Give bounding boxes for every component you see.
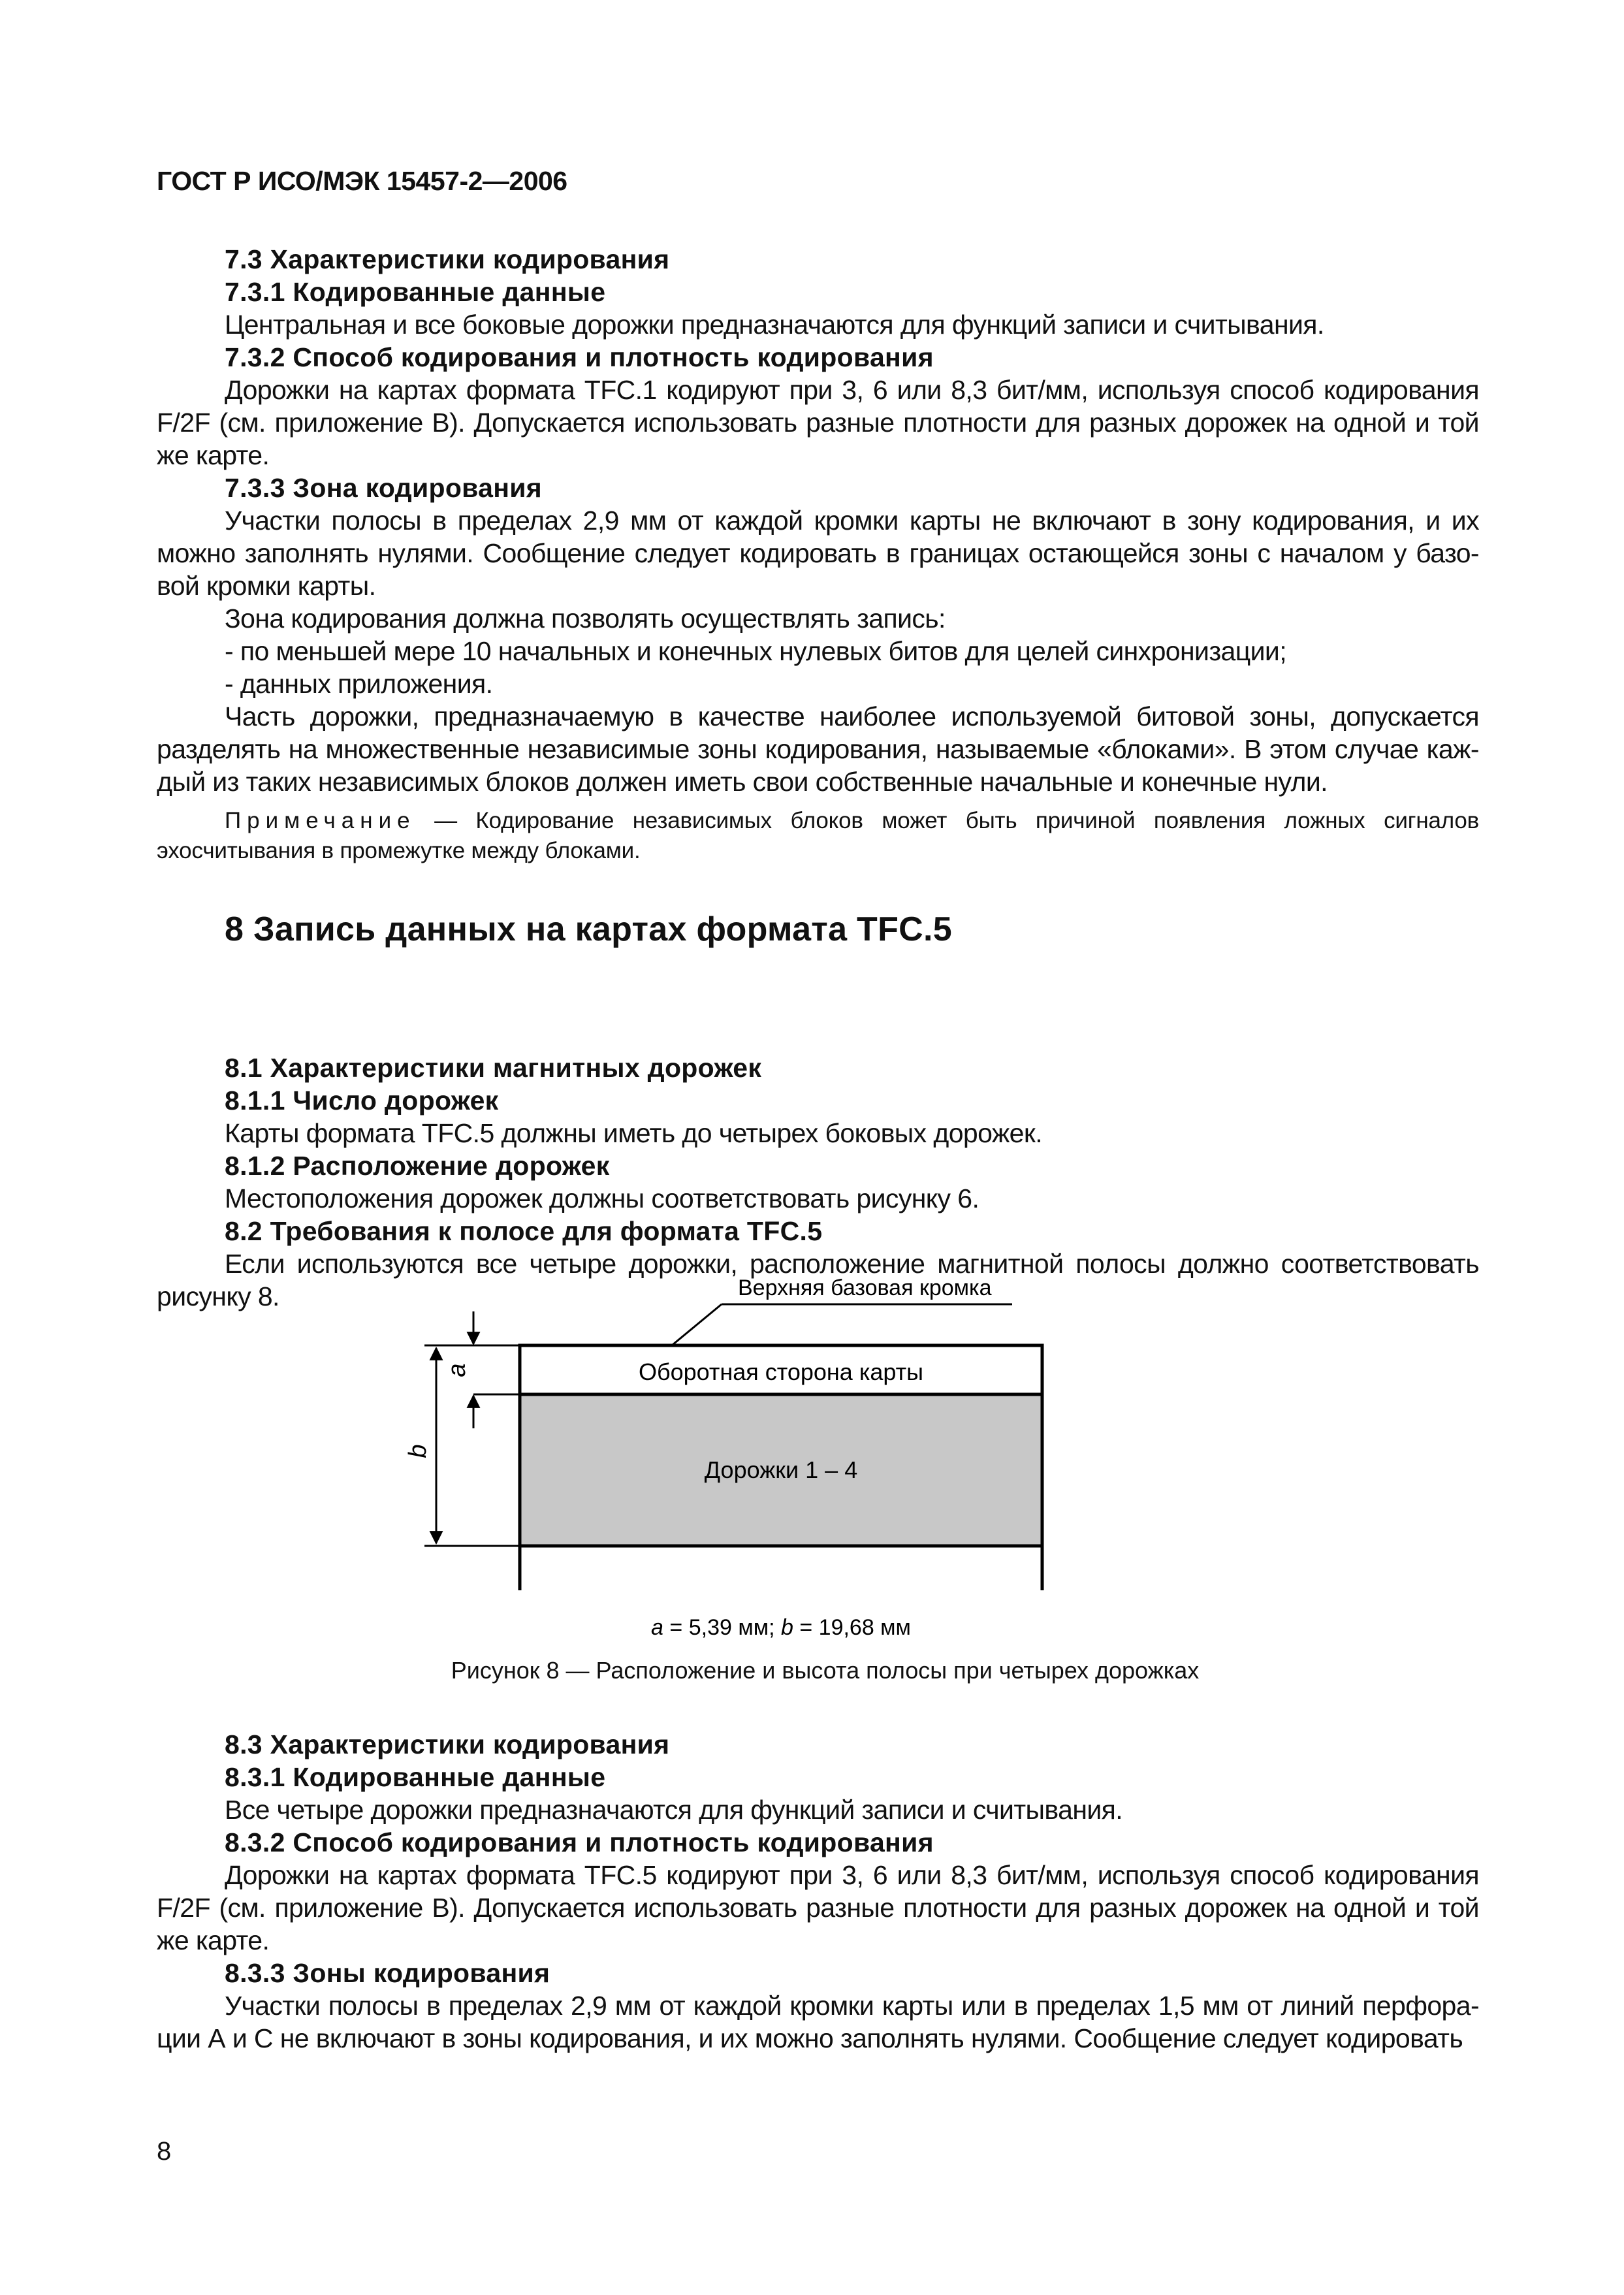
text-line: Участки полосы в пределах 2,9 мм от каждой кромки карты не включают в зону кодирования, и их — [225, 506, 1479, 536]
caption-prefix: Рисунок 8 — [451, 1657, 560, 1684]
dimensions-values — [651, 1615, 911, 1640]
text-line: можно заполнять нулями. Сообщение следует кодировать в границах остающейся зоны с началом у базо- — [157, 538, 1479, 568]
back-side-label: Оборотная сторона карты — [639, 1358, 923, 1385]
text-line: Дорожки на картах формата TFC.5 кодируют при 3, 6 или 8,3 бит/мм, используя способ кодирования — [225, 1860, 1479, 1890]
top-edge-label: Верхняя базовая кромка — [738, 1276, 992, 1300]
paragraph-7-3-1: Центральная и все боковые дорожки предназначаются для функций записи и считывания. — [225, 310, 1324, 340]
paragraph-8-1-1: Карты формата TFC.5 должны иметь до четырех боковых дорожек. — [225, 1118, 1042, 1148]
section-7-3 — [157, 243, 1479, 866]
list-item: - данных приложения. — [225, 669, 493, 699]
heading-8-2: 8.2 Требования к полосе для формата TFC.5 — [225, 1216, 823, 1246]
text-line: Дорожки на картах формата TFC.1 кодируют при 3, 6 или 8,3 бит/мм, используя способ кодирования — [225, 375, 1479, 405]
text-line: Часть дорожки, предназначаемую в качестве наиболее используемой битовой зоны, допускается — [225, 701, 1479, 731]
leader-line — [673, 1304, 722, 1345]
caption-sep: — — [565, 1657, 590, 1684]
paragraph-8-3-1: Все четыре дорожки предназначаются для функций записи и считывания. — [225, 1795, 1123, 1825]
figure-caption — [0, 1657, 1624, 1684]
heading-8-3: 8.3 Характеристики кодирования — [225, 1729, 670, 1759]
paragraph-8-1-2: Местоположения дорожек должны соответствовать рисунку 6. — [225, 1183, 979, 1213]
text-line: F/2F (см. приложение В). Допускается использовать разные плотности для разных дорожек на одной — [157, 1893, 1407, 1923]
heading-8-3-3: 8.3.3 Зоны кодирования — [225, 1958, 550, 1988]
text-line: F/2F (см. приложение В). Допускается использовать разные плотности для разных дорожек на одной — [157, 408, 1407, 438]
heading-8-3-1: 8.3.1 Кодированные данные — [225, 1762, 606, 1792]
paragraph-8-3-3 — [157, 1989, 1479, 2055]
section-8-3 — [157, 1728, 1479, 2055]
text-line: рисунку 8. — [157, 1281, 279, 1311]
text-line: и той же карте. — [157, 1893, 1479, 1955]
note-text: — Кодирование независимых блоков может быть причиной появления ложных сигналов — [415, 808, 1479, 833]
text-line: ции А и С не включают в зоны кодирования, и их можно заполнять нулями. Сообщение следует кодировать — [157, 2023, 1463, 2053]
caption-text: Расположение и высота полосы при четырех дорожках — [596, 1657, 1200, 1684]
dim-a-var: a — [651, 1615, 663, 1640]
paragraph-7-3-3-b: Зона кодирования должна позволять осуществлять запись: — [225, 603, 946, 634]
tracks-label: Дорожки 1 – 4 — [704, 1456, 858, 1483]
text-line: разделять на множественные независимые зоны кодирования, называемые «блоками». В этом случае каж- — [157, 734, 1479, 764]
text-line: Если используются все четыре дорожки, расположение магнитной полосы должно соответствовать — [225, 1249, 1479, 1279]
dimension-b-label: b — [404, 1444, 432, 1458]
text-line: вой кромки карты. — [157, 571, 376, 601]
heading-8-3-2: 8.3.2 Способ кодирования и плотность кодирования — [225, 1827, 934, 1857]
paragraph-7-3-3-a — [157, 504, 1479, 602]
page-number: 8 — [157, 2137, 172, 2166]
heading-8-1: 8.1 Характеристики магнитных дорожек — [225, 1053, 762, 1083]
dimension-a-label: a — [443, 1363, 471, 1377]
dim-b-var: b — [780, 1615, 793, 1640]
paragraph-7-3-3-c — [157, 700, 1479, 798]
dim-b-value: = 19,68 мм — [793, 1615, 911, 1640]
note-label: Примечание — [225, 808, 416, 833]
text-line: Участки полосы в пределах 2,9 мм от каждой кромки карты или в пределах 1,5 мм от линий перфора- — [225, 1991, 1479, 2021]
list-item: - по меньшей мере 10 начальных и конечных нулевых битов для целей синхронизации; — [225, 636, 1287, 666]
heading-8: 8 Запись данных на картах формата TFC.5 — [225, 910, 952, 948]
text-line: дый из таких независимых блоков должен иметь свои собственные начальные и конечные нули. — [157, 767, 1328, 797]
dim-a-value: = 5,39 мм; — [663, 1615, 781, 1640]
text-line: и той же карте. — [157, 408, 1479, 470]
heading-8-1-2: 8.1.2 Расположение дорожек — [225, 1151, 610, 1181]
document-header: ГОСТ Р ИСО/МЭК 15457-2—2006 — [157, 166, 567, 196]
note-7-3-3 — [157, 806, 1479, 866]
heading-7-3-2: 7.3.2 Способ кодирования и плотность кодирования — [225, 342, 934, 372]
figure-8 — [392, 1260, 1077, 1652]
stripe-diagram — [392, 1260, 1077, 1652]
paragraph-8-3-2 — [157, 1859, 1479, 1957]
paragraph-7-3-2 — [157, 374, 1479, 472]
heading-7-3-1: 7.3.1 Кодированные данные — [225, 277, 606, 307]
heading-8-1-1: 8.1.1 Число дорожек — [225, 1085, 499, 1115]
heading-7-3-3: 7.3.3 Зона кодирования — [225, 473, 543, 503]
note-text: эхосчитывания в промежутке между блоками. — [157, 838, 641, 863]
heading-7-3: 7.3 Характеристики кодирования — [225, 244, 670, 274]
